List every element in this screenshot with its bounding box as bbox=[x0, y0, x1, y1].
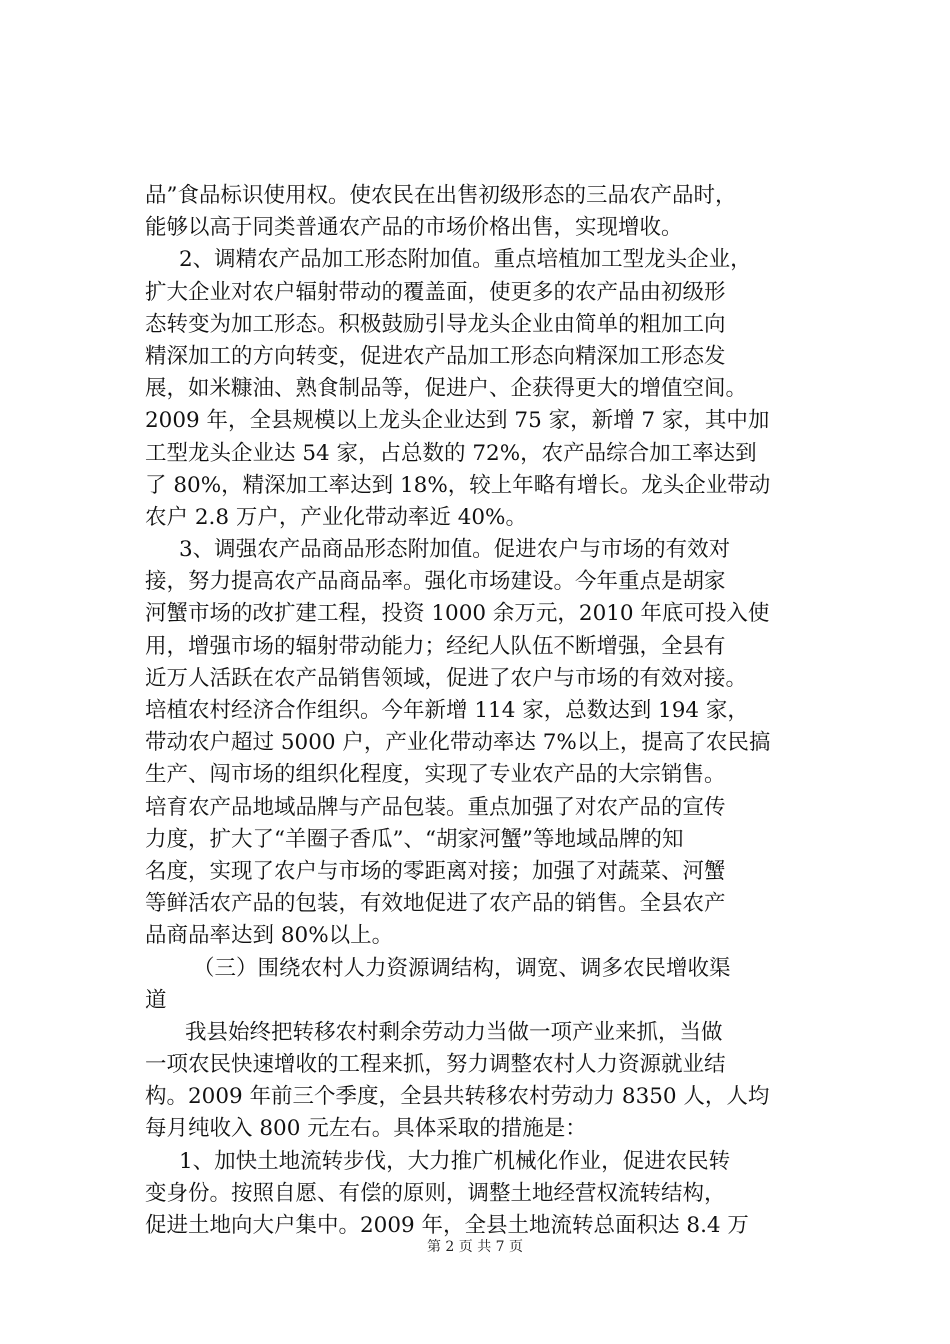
text-line: 河蟹市场的改扩建工程，投资 1000 余万元，2010 年底可投入使 bbox=[145, 601, 770, 627]
text-line: 一项农民快速增收的工程来抓，努力调整农村人力资源就业结 bbox=[145, 1052, 726, 1078]
text-line: 3、调强农产品商品形态附加值。促进农户与市场的有效对 bbox=[179, 537, 731, 563]
text-line: 我县始终把转移农村剩余劳动力当做一项产业来抓，当做 bbox=[185, 1019, 723, 1045]
text-line: 2009 年，全县规模以上龙头企业达到 75 家，新增 7 家，其中加 bbox=[145, 408, 770, 434]
text-line: 培育农产品地域品牌与产品包装。重点加强了对农产品的宣传 bbox=[145, 794, 726, 820]
text-line: 力度，扩大了“羊圈子香瓜”、“胡家河蟹”等地域品牌的知 bbox=[145, 826, 684, 852]
text-line: 构。2009 年前三个季度，全县共转移农村劳动力 8350 人，人均 bbox=[145, 1084, 770, 1110]
text-line: 每月纯收入 800 元左右。具体采取的措施是： bbox=[145, 1116, 587, 1142]
text-line: 态转变为加工形态。积极鼓励引导龙头企业由简单的粗加工向 bbox=[145, 311, 726, 337]
text-line: 用，增强市场的辐射带动能力；经纪人队伍不断增强，全县有 bbox=[145, 633, 726, 659]
page-number-footer: 第 2 页 共 7 页 bbox=[426, 1239, 524, 1255]
section-heading-continued: 道 bbox=[145, 987, 167, 1013]
document-body bbox=[145, 180, 813, 1242]
text-line: 变身份。按照自愿、有偿的原则，调整土地经营权流转结构， bbox=[145, 1180, 726, 1206]
text-line: 精深加工的方向转变，促进农产品加工形态向精深加工形态发 bbox=[145, 343, 726, 369]
text-line: 1、加快土地流转步伐，大力推广机械化作业，促进农民转 bbox=[179, 1148, 731, 1174]
text-line: 品”食品标识使用权。使农民在出售初级形态的三品农产品时， bbox=[145, 183, 737, 208]
text-line: 了 80%，精深加工率达到 18%，较上年略有增长。龙头企业带动 bbox=[145, 472, 771, 498]
section-heading: （三）围绕农村人力资源调结构，调宽、调多农民增收渠 bbox=[193, 955, 731, 981]
text-line: 扩大企业对农户辐射带动的覆盖面，使更多的农产品由初级形 bbox=[145, 279, 726, 305]
text-line: 生产、闯市场的组织化程度，实现了专业农产品的大宗销售。 bbox=[145, 762, 726, 788]
text-line: 等鲜活农产品的包装，有效地促进了农产品的销售。全县农产 bbox=[145, 891, 726, 917]
text-line: 展，如米糠油、熟食制品等，促进户、企获得更大的增值空间。 bbox=[145, 376, 748, 402]
text-line: 工型龙头企业达 54 家，占总数的 72%，农产品综合加工率达到 bbox=[145, 440, 757, 466]
text-line: 接，努力提高农产品商品率。强化市场建设。今年重点是胡家 bbox=[145, 569, 726, 595]
text-line: 近万人活跃在农产品销售领域，促进了农户与市场的有效对接。 bbox=[145, 665, 748, 691]
text-line: 培植农村经济合作组织。今年新增 114 家，总数达到 194 家， bbox=[145, 698, 749, 723]
text-line: 品商品率达到 80%以上。 bbox=[145, 923, 394, 949]
text-line: 名度，实现了农户与市场的零距离对接；加强了对蔬菜、河蟹 bbox=[145, 858, 726, 884]
text-line: 带动农户超过 5000 户，产业化带动率达 7%以上，提高了农民搞 bbox=[145, 730, 771, 756]
text-line: 能够以高于同类普通农产品的市场价格出售，实现增收。 bbox=[145, 215, 683, 241]
text-line: 农户 2.8 万户，产业化带动率近 40%。 bbox=[145, 504, 527, 530]
text-line: 2、调精农产品加工形态附加值。重点培植加工型龙头企业， bbox=[179, 247, 752, 273]
text-line: 促进土地向大户集中。2009 年，全县土地流转总面积达 8.4 万 bbox=[145, 1213, 749, 1238]
